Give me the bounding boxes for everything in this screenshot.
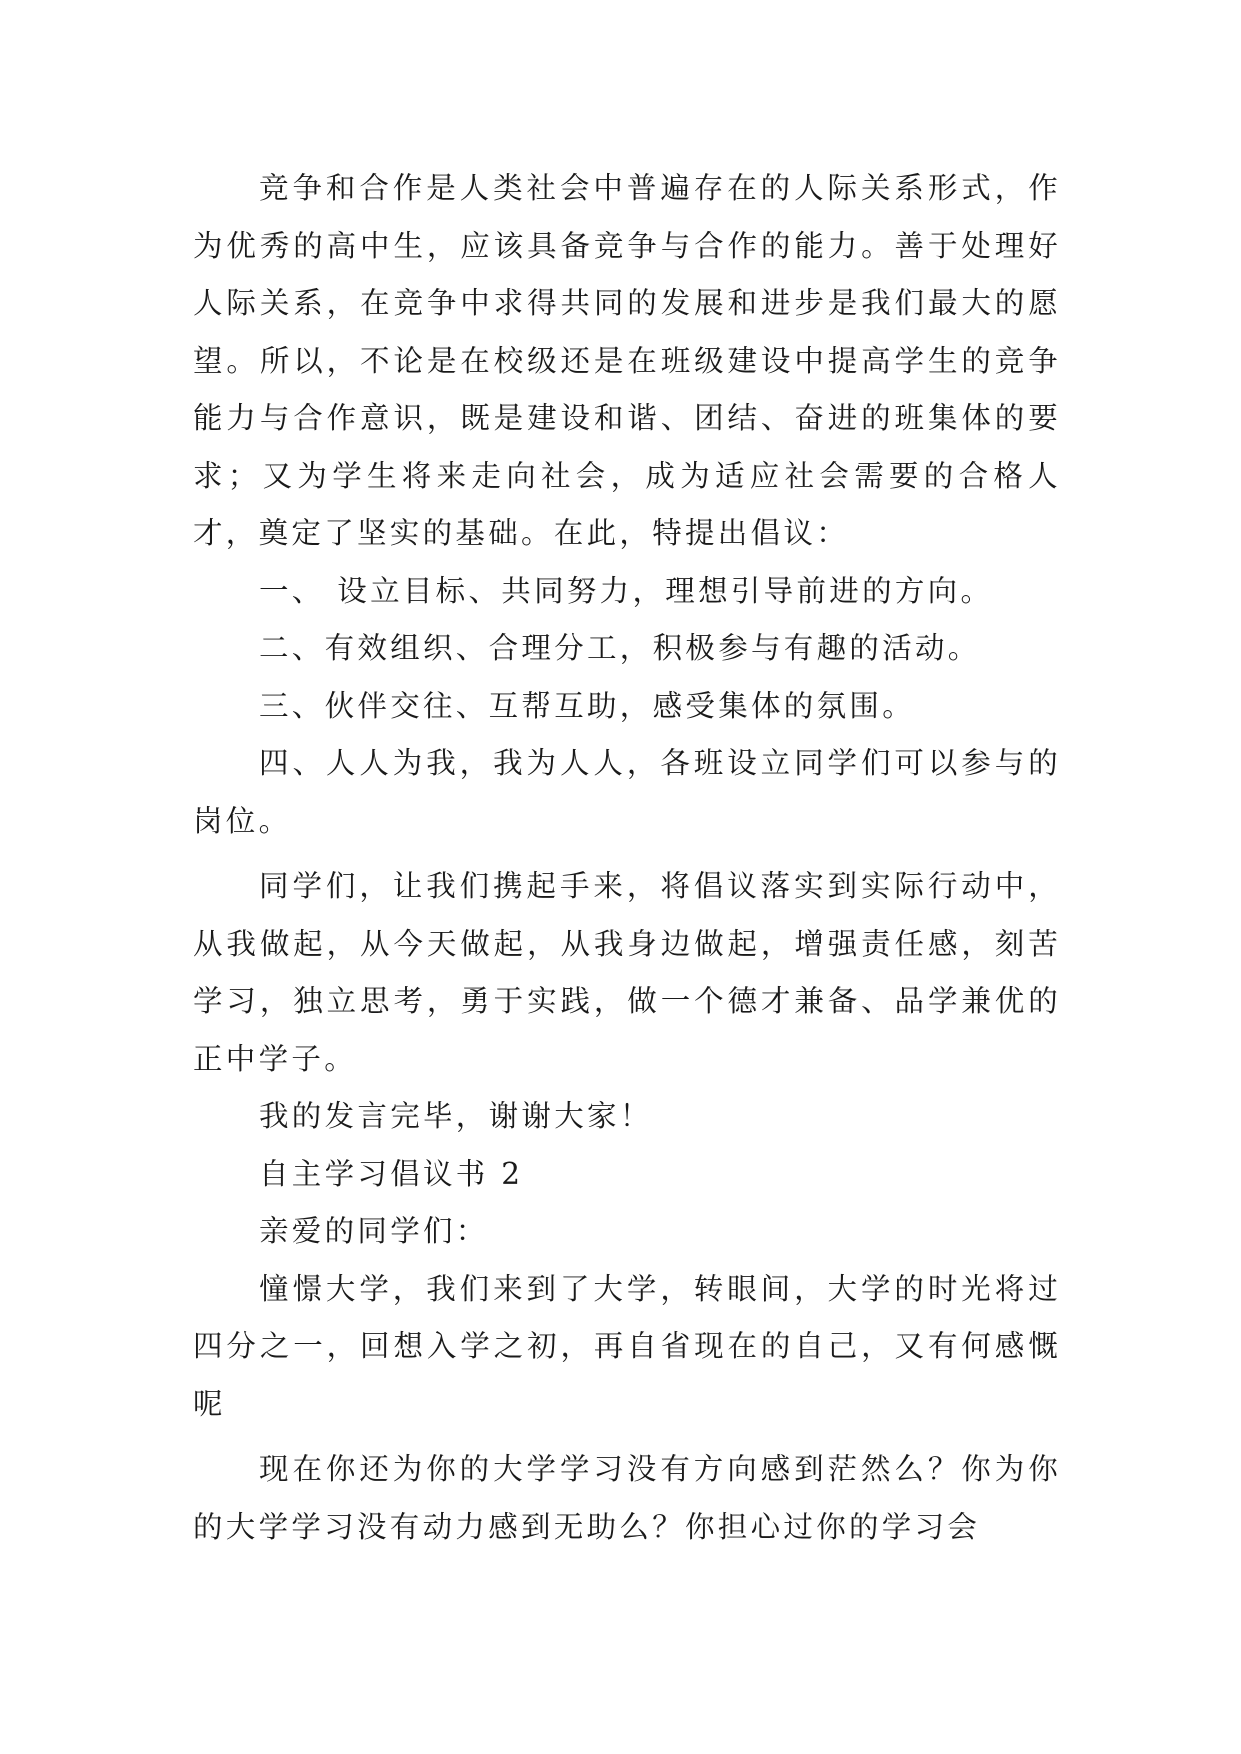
intro-paragraph: 竞争和合作是人类社会中普遍存在的人际关系形式，作为优秀的高中生，应该具备竞争与合作的能力。善于处理好人际关系，在竞争中求得共同的发展和进步是我们最大的愿望。所以，不论是在校级还是在班级建设中提高学生的竞争能力与合作意识，既是建设和谐、团结、奋进的班集体的要求；又为学生将来走向社会，成为适应社会需要的合格人才，奠定了坚实的基础。在此，特提出倡议： xyxy=(193,171,1061,550)
second-intro-paragraph: 憧憬大学，我们来到了大学，转眼间，大学的时光将过四分之一，回想入学之初，再自省现在的自己，又有何感慨呢 xyxy=(193,1271,1061,1421)
proposal-item-3: 三、伙伴交往、互帮互助，感受集体的氛围。 xyxy=(259,688,916,723)
proposal-item-1: 一、 设立目标、共同努力，理想引导前进的方向。 xyxy=(259,573,994,608)
proposal-item-4: 四、人人为我，我为人人，各班设立同学们可以参与的岗位。 xyxy=(193,746,1061,838)
closing-line: 我的发言完毕，谢谢大家！ xyxy=(259,1099,653,1133)
salutation: 亲爱的同学们： xyxy=(259,1214,489,1248)
section-title: 自主学习倡议书 2 xyxy=(259,1156,524,1191)
call-to-action-paragraph: 同学们，让我们携起手来，将倡议落实到实际行动中，从我做起，从今天做起，从我身边做起，增强责任感，刻苦学习，独立思考，勇于实践，做一个德才兼备、品学兼优的正中学子。 xyxy=(193,869,1061,1076)
document-body xyxy=(193,160,1061,1556)
question-paragraph: 现在你还为你的大学学习没有方向感到茫然么？你为你的大学学习没有动力感到无助么？你担心过你的学习会 xyxy=(193,1452,1061,1544)
proposal-item-2: 二、有效组织、合理分工，积极参与有趣的活动。 xyxy=(259,631,981,665)
